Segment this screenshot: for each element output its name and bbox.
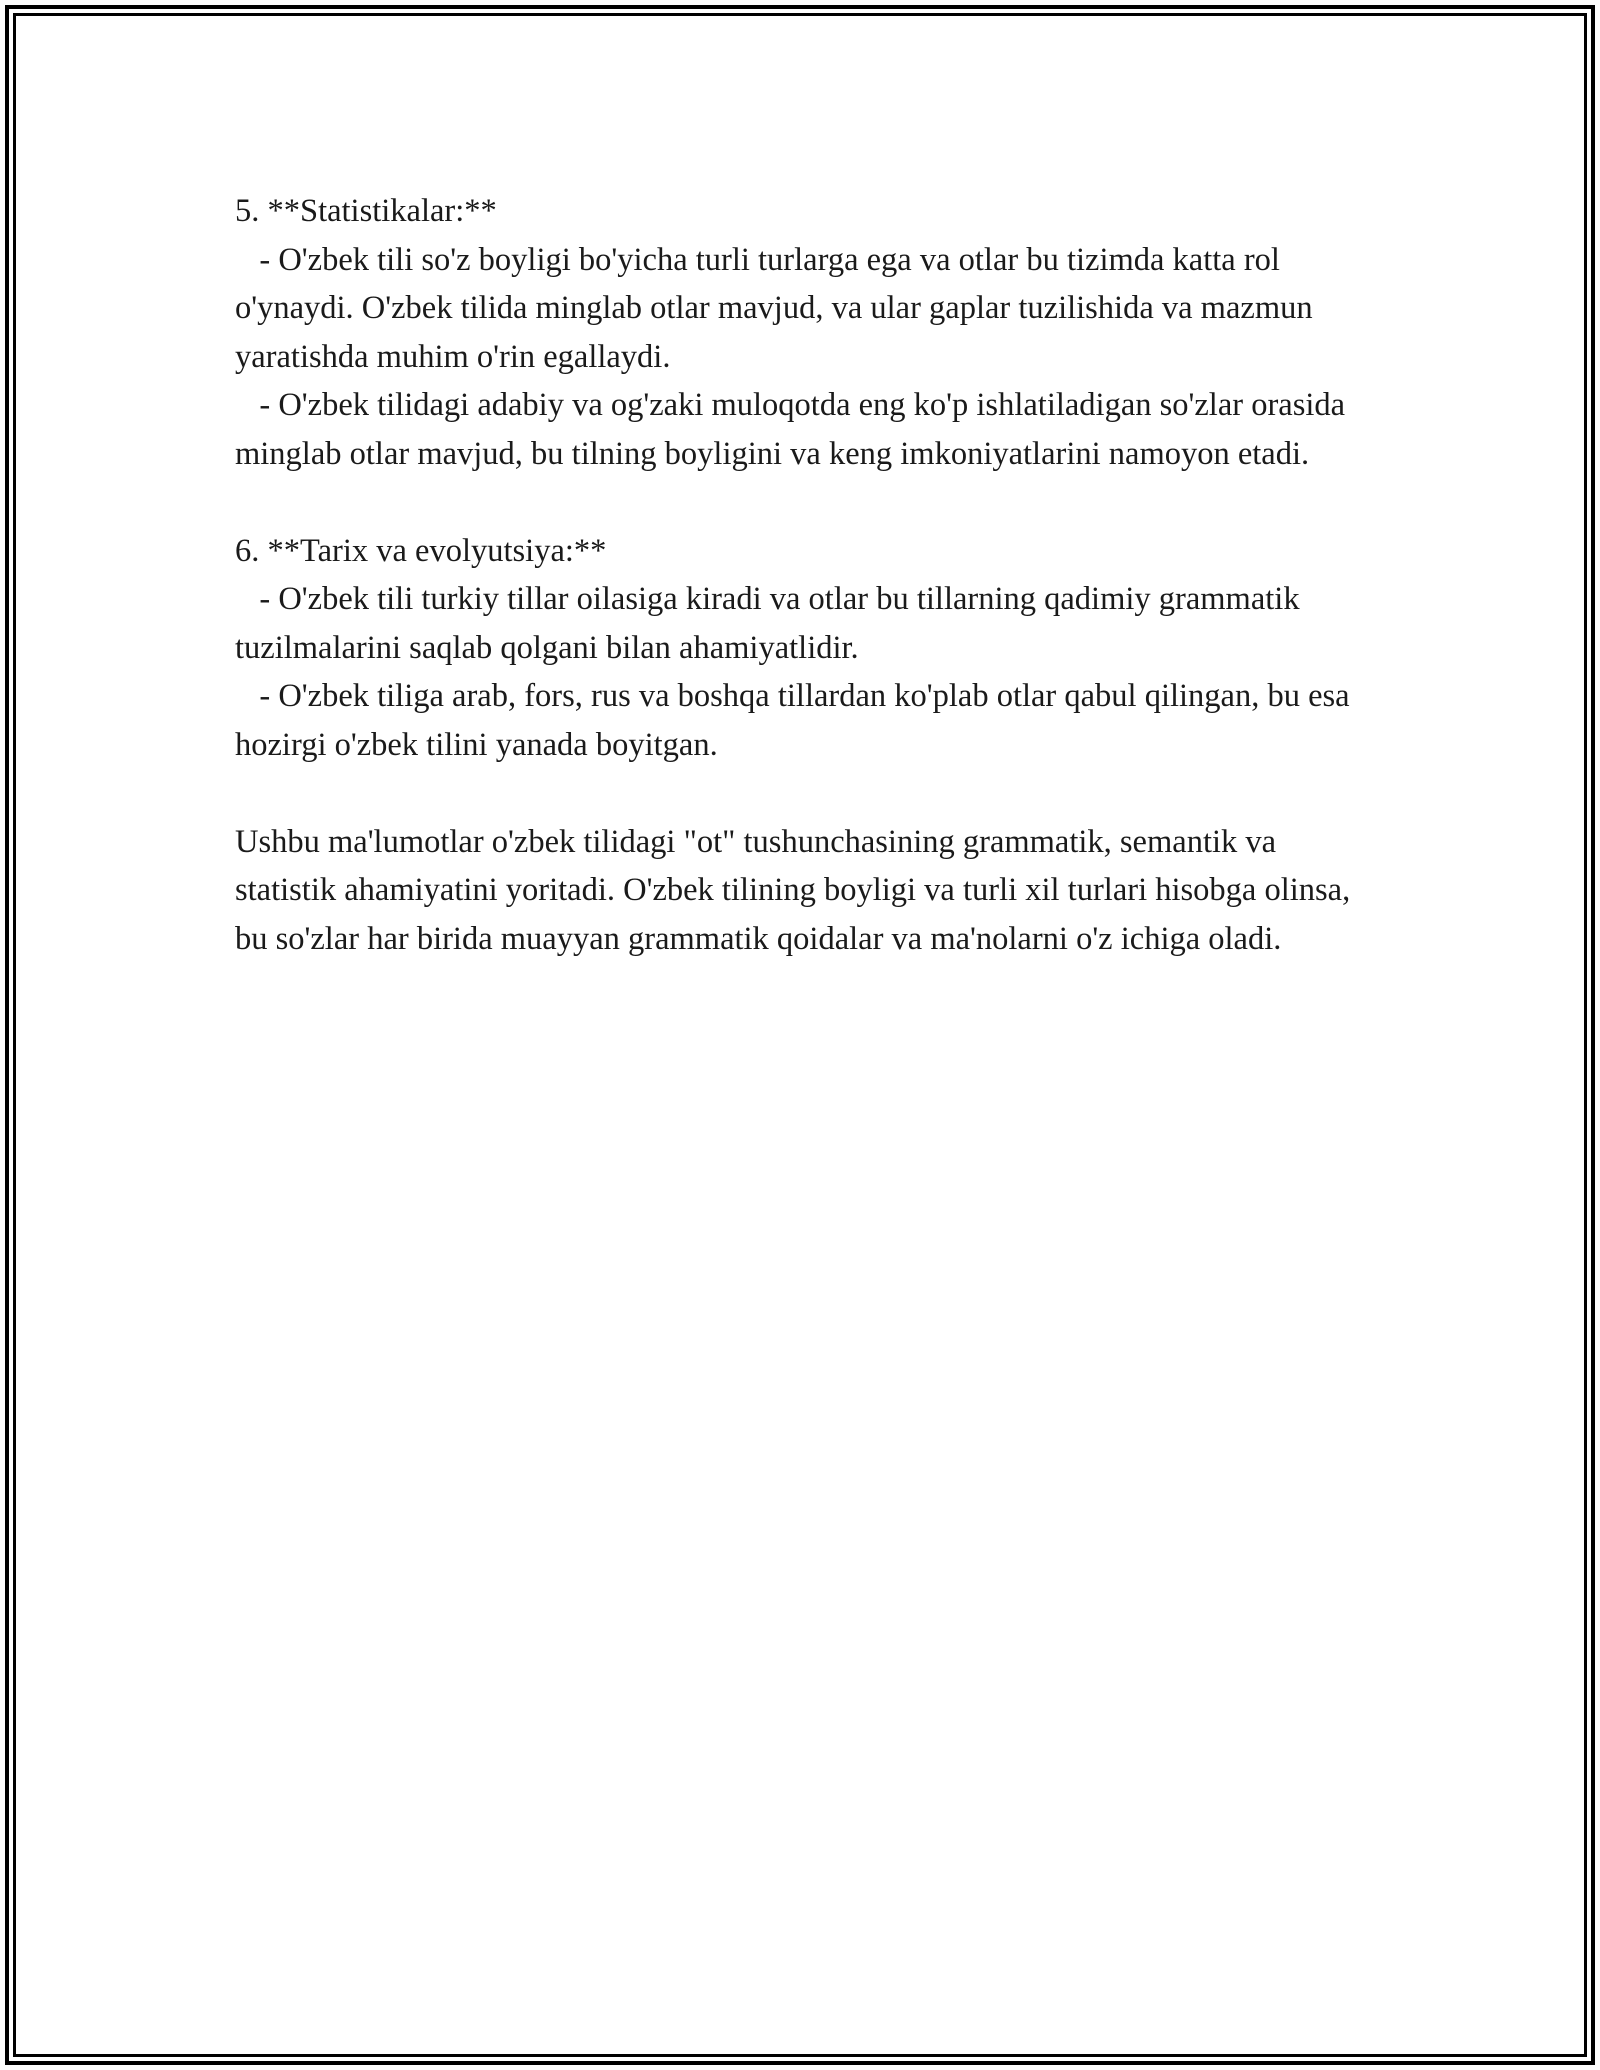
- paragraph-gap: [235, 769, 1375, 818]
- document-body: [235, 187, 1375, 963]
- section-6-heading: 6. **Tarix va evolyutsiya:**: [235, 532, 607, 569]
- paragraph-gap: [235, 478, 1375, 527]
- section-6-bullet-1: - O'zbek tili turkiy tillar oilasiga kiradi va otlar bu tillarning qadimiy grammatik tuzilmalarini saqlab qolgani bilan ahamiyatlidir.: [235, 581, 1308, 666]
- section-5-bullet-2: - O'zbek tilidagi adabiy va og'zaki muloqotda eng ko'p ishlatiladigan so'zlar orasida minglab otlar mavjud, bu tilning boyligini va keng imkoniyatlarini namoyon etadi.: [235, 387, 1354, 472]
- conclusion-paragraph: Ushbu ma'lumotlar o'zbek tilidagi "ot" tushunchasining grammatik, semantik va statistik ahamiyatini yoritadi. O'zbek tilining boyligi va turli xil turlari hisobga olinsa, bu so'zlar har birida muayyan grammatik qoidalar va ma'nolarni o'z ichiga oladi.: [235, 823, 1359, 957]
- section-5-heading: 5. **Statistikalar:**: [235, 193, 497, 229]
- section-6-bullet-2: - O'zbek tiliga arab, fors, rus va boshqa tillardan ko'plab otlar qabul qilingan, bu esa hozirgi o'zbek tilini yanada boyitgan.: [235, 678, 1358, 763]
- section-5-bullet-1: - O'zbek tili so'z boyligi bo'yicha turli turlarga ega va otlar bu tizimda katta rol o'ynaydi. O'zbek tilida minglab otlar mavjud, va ular gaplar tuzilishida va mazmun yaratishda muhim o'rin egallaydi.: [235, 241, 1321, 375]
